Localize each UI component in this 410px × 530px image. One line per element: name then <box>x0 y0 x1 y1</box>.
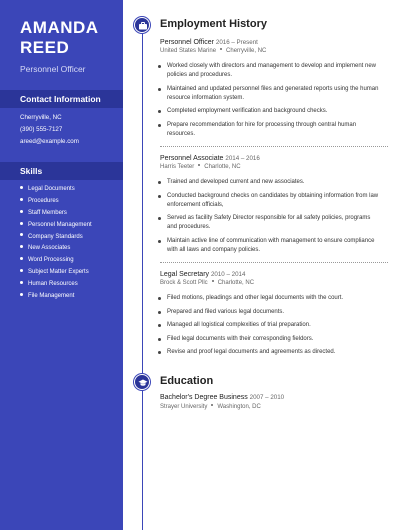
job-title: Legal Secretary 2010 – 2014 <box>160 271 246 278</box>
job-bullet: Revise and proof legal documents and agreements as directed. <box>158 348 380 357</box>
job-employer: United States Marine Cherryville, NC <box>160 48 267 54</box>
graduation-cap-icon <box>134 374 150 390</box>
job-title: Personnel Officer 2016 – Present <box>160 39 258 46</box>
contact-heading-band <box>0 90 123 108</box>
job-bullet: Trained and developed current and new associates. <box>158 178 380 187</box>
skill-item: Staff Members <box>20 208 92 220</box>
briefcase-icon <box>134 17 150 33</box>
contact-location: Cherryville, NC <box>20 114 62 121</box>
contact-email: areed@example.com <box>20 138 79 145</box>
job-employer: Harris Teeter Charlotte, NC <box>160 164 241 170</box>
job-bullet: Prepared and filed various legal documents. <box>158 308 380 317</box>
sidebar <box>0 0 123 530</box>
skill-item: Subject Matter Experts <box>20 267 92 279</box>
job-bullets <box>158 62 380 143</box>
candidate-role: Personnel Officer <box>20 64 86 74</box>
skills-heading-band <box>0 162 123 180</box>
job-title: Personnel Associate 2014 – 2016 <box>160 155 260 162</box>
job-bullet: Prepare recommendation for hire for processing through central human resources. <box>158 121 380 139</box>
job-bullet: Served as facility Safety Director responsible for all safety policies, programs and procedures. <box>158 214 380 232</box>
skill-item: Personnel Management <box>20 220 92 232</box>
divider <box>160 262 388 263</box>
skill-item: New Associates <box>20 243 92 255</box>
skills-list <box>20 184 92 303</box>
skills-heading: Skills <box>20 166 43 176</box>
candidate-name <box>20 18 99 58</box>
skill-item: Legal Documents <box>20 184 92 196</box>
name-last: REED <box>20 38 70 57</box>
job-bullet: Completed employment verification and background checks. <box>158 107 380 116</box>
job-employer: Brock & Scott Pllc Charlotte, NC <box>160 280 255 286</box>
skill-item: Company Standards <box>20 232 92 244</box>
job-bullets <box>158 294 380 362</box>
skill-item: Procedures <box>20 196 92 208</box>
employment-heading: Employment History <box>160 18 267 30</box>
skill-item: File Management <box>20 291 92 303</box>
job-bullet: Filed motions, pleadings and other legal documents with the court. <box>158 294 380 303</box>
job-dates: 2016 – Present <box>215 39 258 46</box>
job-bullet: Worked closely with directors and management to develop and implement new policies and procedures. <box>158 62 380 80</box>
name-first: AMANDA <box>20 18 99 37</box>
job-bullets <box>158 178 380 259</box>
job-bullet: Managed all logistical complexities of trial preparation. <box>158 321 380 330</box>
job-bullet: Maintained and updated personnel files and generated reports using the human resource information system. <box>158 85 380 103</box>
job-dates: 2014 – 2016 <box>225 155 260 162</box>
degree-school: Strayer University Washington, DC <box>160 404 261 410</box>
skill-item: Human Resources <box>20 279 92 291</box>
contact-phone: (390) 555-7127 <box>20 126 63 133</box>
degree-dates: 2007 – 2010 <box>249 394 285 401</box>
skill-item: Word Processing <box>20 255 92 267</box>
job-bullet: Maintain active line of communication with management to ensure compliance with all laws and company policies. <box>158 237 380 255</box>
job-bullet: Filed legal documents with their corresponding fieldors. <box>158 335 380 344</box>
divider <box>160 146 388 147</box>
contact-heading: Contact Information <box>20 94 101 104</box>
job-bullet: Conducted background checks on candidates by obtaining information from law enforcement officials, <box>158 192 380 210</box>
education-heading: Education <box>160 375 214 387</box>
job-dates: 2010 – 2014 <box>210 271 246 278</box>
degree-title: Bachelor's Degree Business 2007 – 2010 <box>160 394 285 401</box>
timeline-line <box>142 25 143 530</box>
